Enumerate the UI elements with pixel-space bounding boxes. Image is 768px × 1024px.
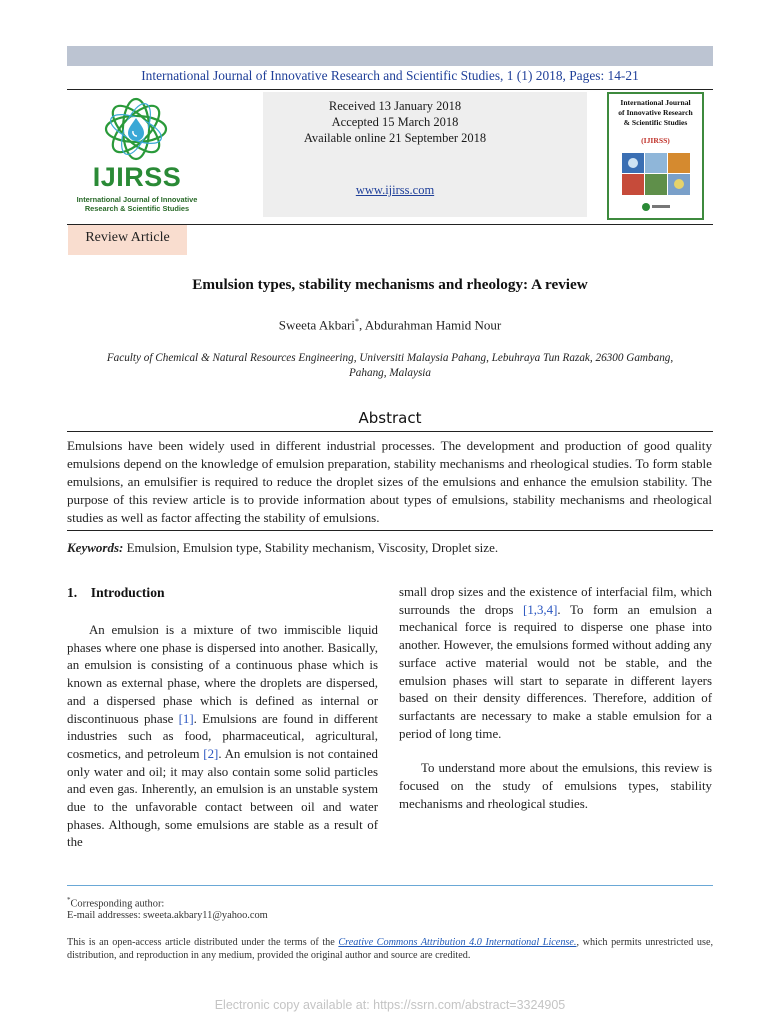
section-heading-introduction: 1. Introduction — [67, 585, 165, 600]
cover-abbreviation: (IJIRSS) — [641, 136, 670, 145]
intro-paragraph-2: To understand more about the emulsions, this review is focused on the study of emulsions types, stability mechanisms and rheological studies. — [399, 761, 712, 811]
affiliation-line-2: Pahang, Malaysia — [348, 367, 432, 379]
affiliation-line-1: Faculty of Chemical & Natural Resources Engineering, Universiti Malaysia Pahang, Lebuhraya Tun Razak, 26300 Gambang, — [106, 352, 674, 364]
keywords — [67, 540, 713, 556]
intro-text-2: . Emulsions are found in different industries such as food, pharmaceutical, agricultural, cosmetics, and petroleum — [67, 711, 378, 761]
header-divider — [67, 89, 713, 90]
ssrn-watermark: Electronic copy available at: https://ssrn.com/abstract=3324905 — [214, 998, 566, 1012]
license-notice — [67, 936, 713, 962]
journal-cover-image — [622, 153, 690, 195]
intro-left-column — [67, 622, 378, 852]
journal-website-link[interactable]: www.ijirss.com — [355, 183, 435, 197]
logo-subtitle-line-2: Research & Scientific Studies — [84, 204, 190, 213]
logo-wordmark: IJIRSS — [92, 162, 182, 192]
author-2: , Abdurahman Hamid Nour — [358, 317, 502, 333]
corresponding-mark: * — [354, 317, 359, 326]
cover-title-line-1: International Journal — [620, 98, 691, 107]
footnote-divider — [67, 885, 713, 886]
journal-citation: International Journal of Innovative Research and Scientific Studies, 1 (1) 2018, Pages: 14-21 — [141, 68, 639, 83]
intro-text-5: . To form an emulsion a mechanical force is required to disperse one phase into another. However, the emulsions formed without adding any surface active material would not be stable, and the emulsion phases will start to separate in different layers based on their density differences. Therefore, addition of surfactants are necessary to make a stable emulsion for a period of long time. — [399, 602, 712, 741]
logo-subtitle — [67, 195, 207, 213]
author-1: Sweeta Akbari — [278, 317, 355, 333]
abstract-text: Emulsions have been widely used in different industrial processes. The development and production of good quality emulsions depend on the knowledge of emulsion preparation, stability mechanisms and rheological studies. To form stable emulsions, an emulsifier is required to reduce the droplet sizes of the emulsions and enhance the emulsion stability. The purpose of this review article is to provide information about types of emulsions, stability mechanisms and rheological studies as well as factor affecting the stability of emulsions. — [67, 438, 712, 525]
citation-link-2[interactable]: [2] — [203, 746, 219, 761]
ijirss-globe-logo — [100, 93, 172, 165]
intro-text-1: An emulsion is a mixture of two immiscible liquid phases where one phase is dispersed into another. Basically, an emulsion is consisting of a continuous phase which is known as external phase, where the droplets are dispersed, and a dispersed phase which is defined as internal or discontinuous phase — [67, 623, 378, 726]
available-date: Available online 21 September 2018 — [303, 131, 487, 145]
article-type-label: Review Article — [85, 230, 170, 245]
keywords-list: Emulsion, Emulsion type, Stability mechanism, Viscosity, Droplet size. — [123, 540, 499, 555]
cover-title — [610, 98, 701, 128]
abstract-top-divider — [67, 431, 713, 432]
citation-link-1[interactable]: [1] — [178, 711, 194, 726]
accepted-date: Accepted 15 March 2018 — [331, 115, 459, 129]
keywords-label: Keywords: — [67, 540, 124, 555]
license-text-2: , which permits unrestricted use, distribution, and reproduction in any medium, provided the original author and source are credited. — [67, 937, 714, 961]
corresponding-author-note — [67, 894, 164, 910]
cover-title-line-3: & Scientific Studies — [623, 118, 688, 127]
cover-publisher-mark — [640, 201, 672, 213]
citation-link-3[interactable]: [1,3,4] — [523, 602, 558, 617]
abstract-bottom-divider — [67, 530, 713, 531]
article-dates — [263, 98, 527, 146]
logo-subtitle-line-1: International Journal of Innovative — [76, 195, 198, 204]
authors — [67, 317, 713, 333]
received-date: Received 13 January 2018 — [328, 99, 462, 113]
intro-text-3: . An emulsion is not contained only water and oil; it may also contain some solid particles and even gas. Inherently, an emulsion is an unstable system due to the unfavorable contact between oil and water phases. Although, some emulsions are stable as a result of the — [67, 746, 378, 850]
article-title: Emulsion types, stability mechanisms and rheology: A review — [192, 276, 588, 293]
corresponding-email: E-mail addresses: sweeta.akbary11@yahoo.com — [67, 910, 268, 921]
license-link[interactable]: Creative Commons Attribution 4.0 International License. — [338, 937, 577, 948]
license-text-1: This is an open-access article distributed under the terms of the — [67, 937, 339, 948]
intro-right-column — [399, 584, 712, 813]
abstract-heading: Abstract — [358, 409, 422, 427]
cover-title-line-2: of Innovative Research — [618, 108, 693, 117]
intro-text-4: small drop sizes and the existence of interfacial film, which surrounds the drops — [399, 585, 712, 617]
footnote-mark: * — [67, 896, 71, 904]
affiliation — [67, 351, 713, 381]
corresponding-author-label: Corresponding author: — [70, 898, 165, 910]
header-bar — [67, 46, 713, 66]
